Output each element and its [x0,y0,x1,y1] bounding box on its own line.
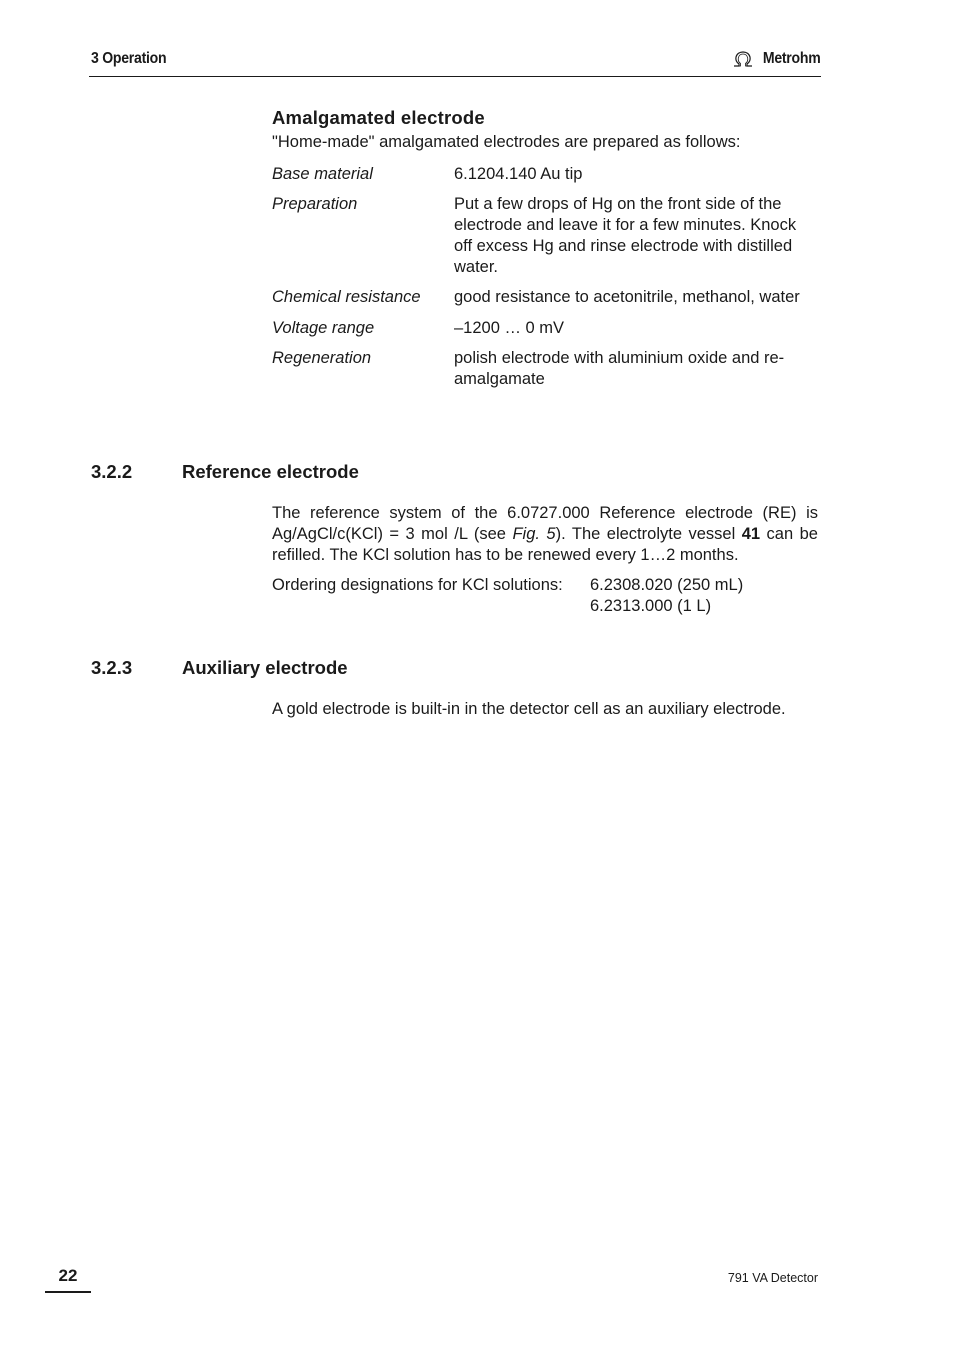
value-line: –1200 … 0 mV [454,319,565,337]
property-key: Regeneration [272,349,372,367]
property-value [454,348,822,390]
value-line: water. [454,258,499,276]
ordering-designations [272,575,743,617]
section-number: 3.2.2 [91,461,133,482]
metrohm-omega-logo-icon [732,50,754,68]
property-row-chemical-resistance [272,287,822,308]
value-line: electrode and leave it for a few minutes. Knock [454,216,797,234]
running-header-section: 3 Operation [91,50,167,67]
section-title: Auxiliary electrode [182,657,348,678]
section-heading-reference-electrode [91,461,359,483]
order-number: 6.2313.000 (1 L) [590,597,712,615]
page-number: 22 [58,1266,78,1285]
section-title: Reference electrode [182,461,359,482]
text-run: The reference system of the 6.0727.000 Reference electrode (RE) is Ag/AgCl/c(KCl) = 3 mol /L (see [272,504,818,543]
property-key: Chemical resistance [272,288,421,306]
property-row-preparation [272,194,822,278]
auxiliary-paragraph: A gold electrode is built-in in the detector cell as an auxiliary electrode. [272,700,786,718]
property-value [454,194,822,278]
property-value [454,164,822,185]
ordering-label: Ordering designations for KCl solutions: [272,576,563,594]
property-value [454,318,822,339]
value-line: off excess Hg and rinse electrode with distilled [454,237,793,255]
value-line: Put a few drops of Hg on the front side of the [454,195,782,213]
amalgamated-electrode-heading: Amalgamated electrode [272,107,485,128]
reference-paragraph [272,503,818,566]
order-number: 6.2308.020 (250 mL) [590,576,744,594]
amalgamated-intro: "Home-made" amalgamated electrodes are prepared as follows: [272,133,741,151]
item-number: 41 [741,525,761,543]
value-line: 6.1204.140 Au tip [454,165,583,183]
property-row-base-material [272,164,822,185]
value-line: good resistance to acetonitrile, methanol, water [454,288,800,306]
property-key: Voltage range [272,319,375,337]
property-row-regeneration [272,348,822,390]
figure-reference: Fig. 5 [512,525,556,543]
property-key: Base material [272,165,373,183]
text-run: ). The electrolyte vessel [555,525,742,543]
value-line: polish electrode with aluminium oxide and re- [454,349,785,367]
property-row-voltage-range [272,318,822,339]
property-value [454,287,822,308]
header-divider [89,76,821,77]
section-heading-auxiliary-electrode [91,657,348,679]
document-title: 791 VA Detector [727,1271,818,1285]
brand-name: Metrohm [762,50,820,67]
property-key: Preparation [272,195,358,213]
text-run: can be refilled. The KCl solution has to be renewed every 1…2 months. [272,525,818,564]
value-line: amalgamate [454,370,545,388]
page-number-underline [45,1291,91,1293]
ordering-values [590,575,743,617]
section-number: 3.2.3 [91,657,133,678]
brand-logo [732,50,820,68]
